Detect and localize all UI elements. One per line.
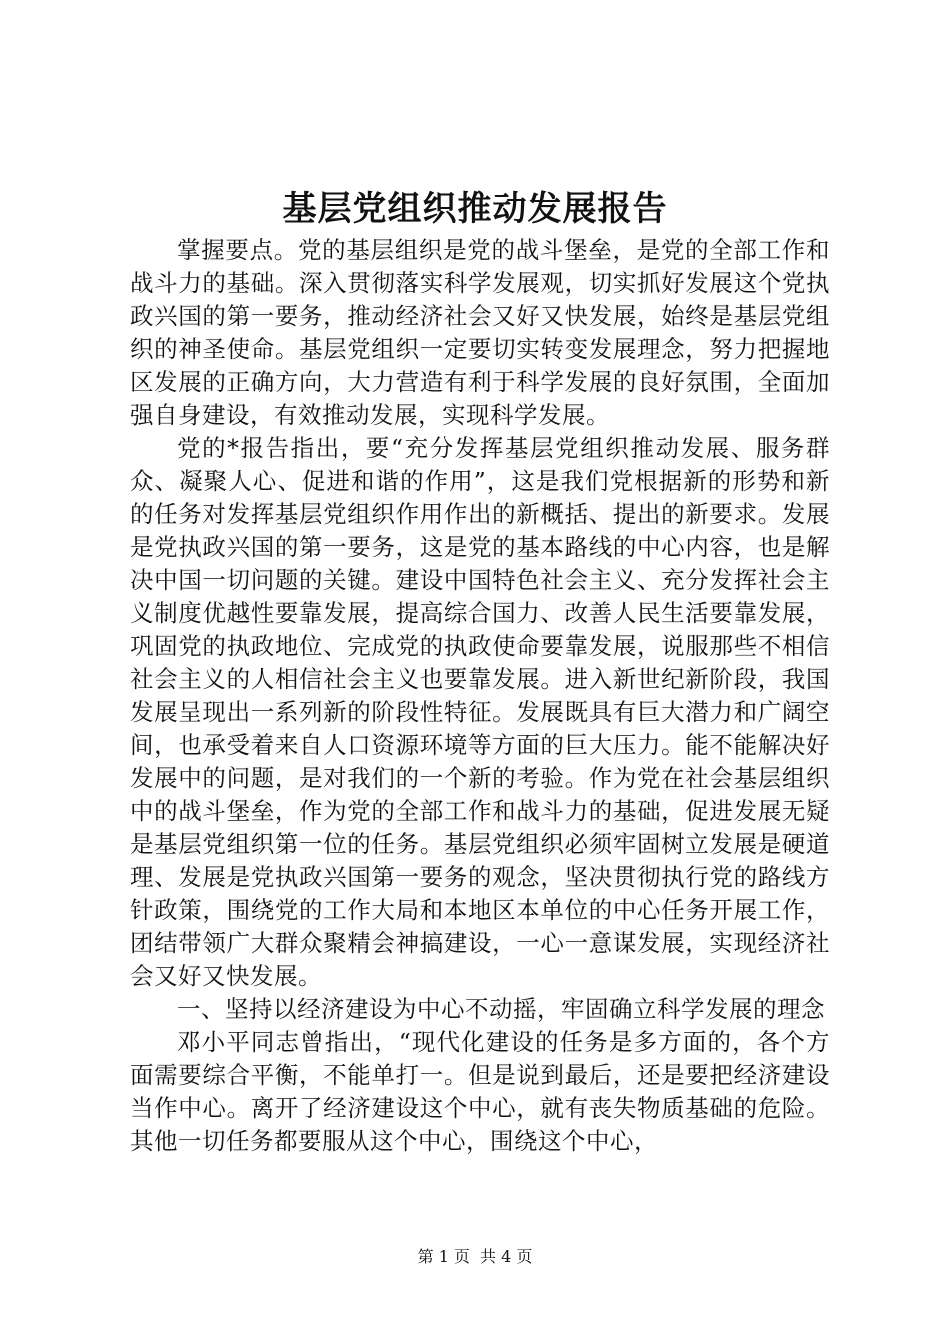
paragraph: 党的*报告指出，要“充分发挥基层党组织推动发展、服务群众、凝聚人心、促进和谐的作用”，这是我们党根据新的形势和新的任务对发挥基层党组织作用作出的新概括、提出的新要求。发展是党执政兴国的第一要务，这是党的基本路线的中心内容，也是解决中国一切问题的关键。建设中国特色社会主义、充分发挥社会主义制度优越性要靠发展，提高综合国力、改善人民生活要靠发展，巩固党的执政地位、完成党的执政使命要靠发展，说服那些不相信社会主义的人相信社会主义也要靠发展。进入新世纪新阶段，我国发展呈现出一系列新的阶段性特征。发展既具有巨大潜力和广阔空间，也承受着来自人口资源环境等方面的巨大压力。能不能解决好发展中的问题，是对我们的一个新的考验。作为党在社会基层组织中的战斗堡垒，作为党的全部工作和战斗力的基础，促进发展无疑是基层党组织第一位的任务。基层党组织必须牢固树立发展是硬道理、发展是党执政兴国第一要务的观念，坚决贯彻执行党的路线方针政策，围绕党的工作大局和本地区本单位的中心任务开展工作，团结带领广大群众聚精会神搞建设，一心一意谋发展，实现经济社会又好又快发展。 (130, 434, 830, 990)
page-total: 共 4 页 (480, 1247, 533, 1266)
page-number: 第 1 页 (417, 1247, 470, 1266)
paragraph: 邓小平同志曾指出，“现代化建设的任务是多方面的，各个方面需要综合平衡，不能单打一。但是说到最后，还是要把经济建设当作中心。离开了经济建设这个中心，就有丧失物质基础的危险。其他一切任务都要服从这个中心，围绕这个中心， (130, 1028, 830, 1155)
paragraph: 掌握要点。党的基层组织是党的战斗堡垒，是党的全部工作和战斗力的基础。深入贯彻落实科学发展观，切实抓好发展这个党执政兴国的第一要务，推动经济社会又好又快发展，始终是基层党组织的神圣使命。基层党组织一定要切实转变发展理念，努力把握地区发展的正确方向，大力营造有利于科学发展的良好氛围，全面加强自身建设，有效推动发展，实现科学发展。 (130, 236, 830, 429)
section-heading: 一、坚持以经济建设为中心不动摇，牢固确立科学发展的理念 (177, 995, 825, 1023)
document-body (130, 234, 830, 1158)
page-footer (0, 1246, 950, 1268)
document-title: 基层党组织推动发展报告 (282, 189, 668, 229)
